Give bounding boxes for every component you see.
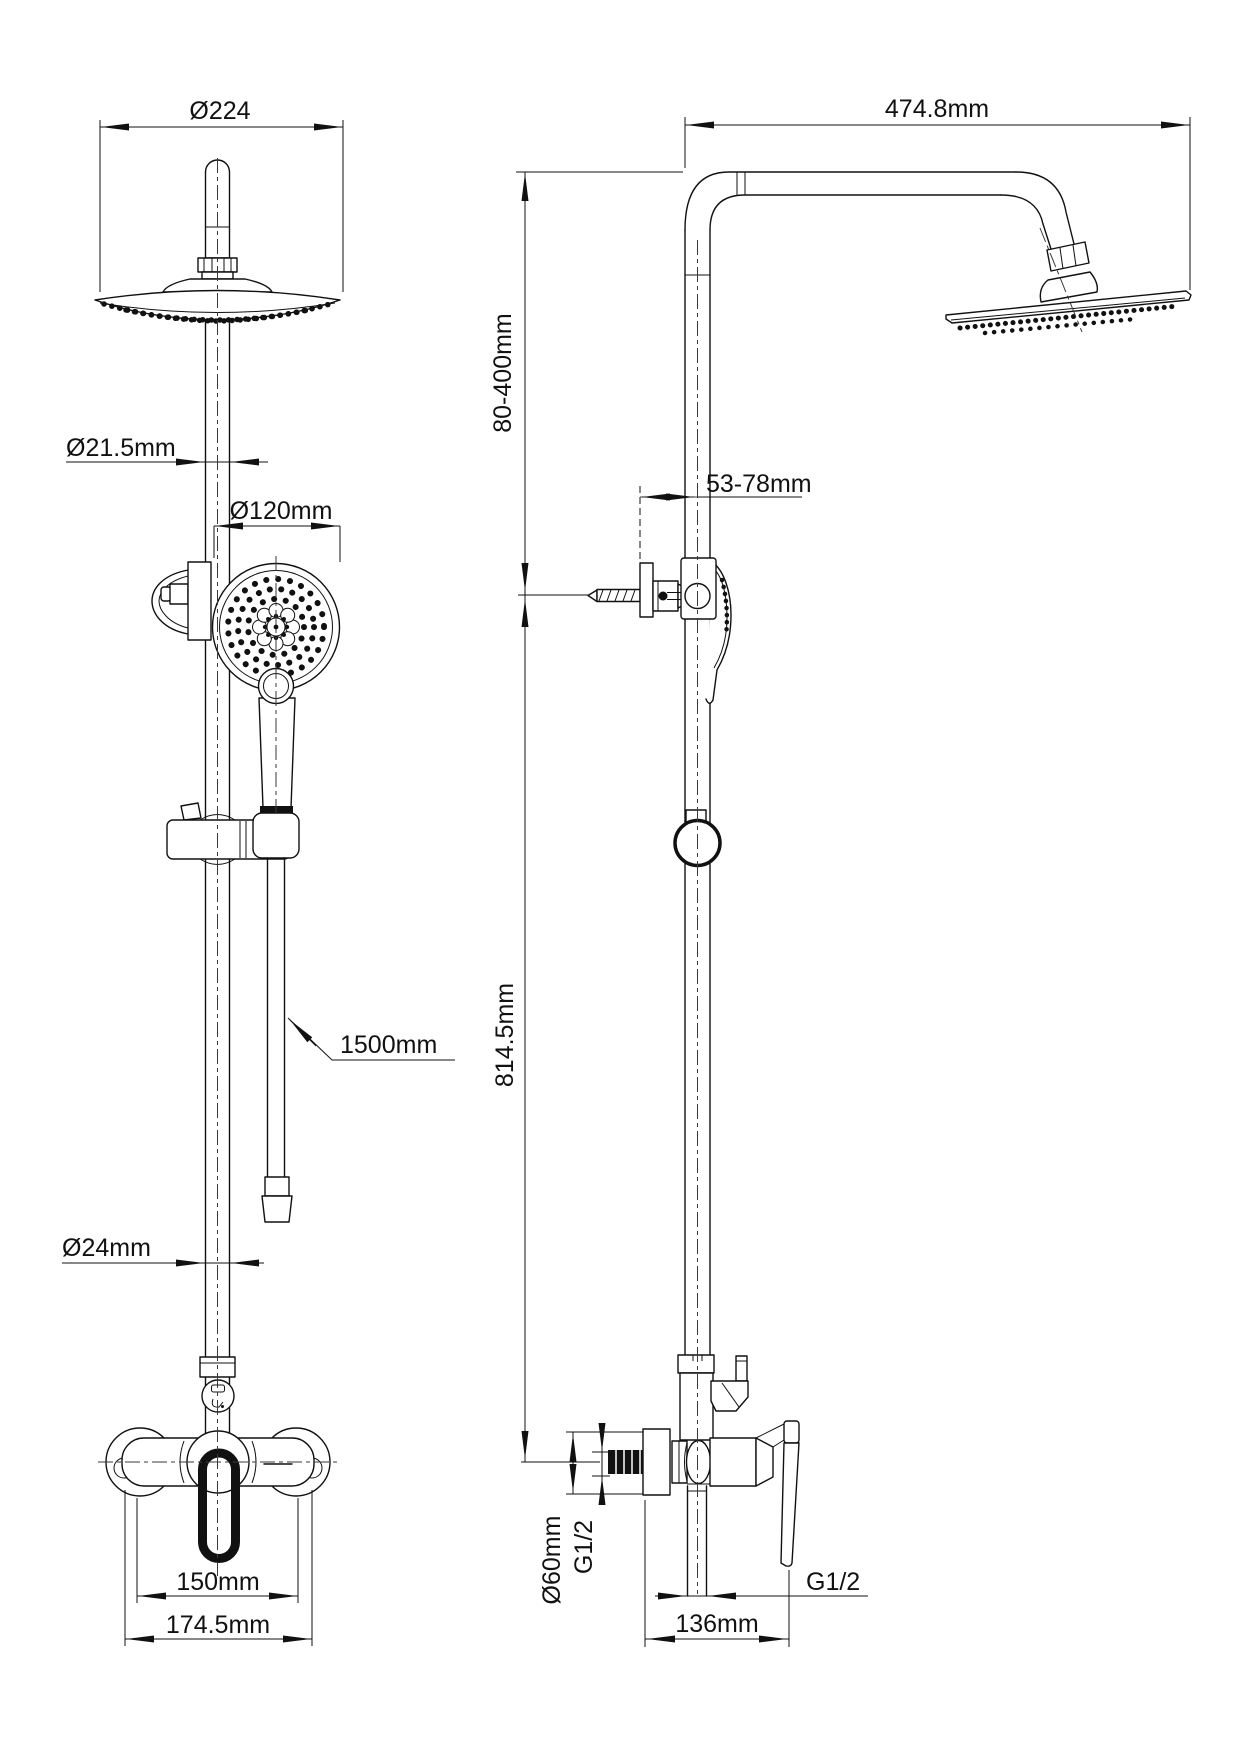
dim-label-wall-thread: G1/2 bbox=[570, 1519, 598, 1575]
dim-arm-reach bbox=[685, 95, 1190, 290]
valve-body-side bbox=[710, 1438, 756, 1486]
wall-thread-nipple bbox=[608, 1450, 643, 1474]
dim-label-rail-diameter: Ø24mm bbox=[62, 1234, 151, 1262]
dim-label-head-diameter: Ø224 bbox=[189, 97, 251, 125]
dim-valve-depth bbox=[645, 1500, 789, 1647]
bracket-wall-plate bbox=[640, 563, 653, 617]
wall-bracket-side bbox=[588, 558, 731, 703]
side-view bbox=[489, 95, 1191, 1647]
lever-blade bbox=[781, 1443, 799, 1566]
dim-label-escutcheon-diameter: Ø60mm bbox=[538, 1515, 566, 1605]
hand-shower-handle bbox=[259, 698, 295, 808]
dim-label-hand-shower-diameter: Ø120mm bbox=[229, 497, 333, 525]
dim-label-hose-length: 1500mm bbox=[340, 1031, 438, 1059]
dim-rail-diameter bbox=[62, 1234, 264, 1263]
dim-label-outlet-thread: G1/2 bbox=[806, 1568, 861, 1596]
shower-rail-side bbox=[685, 172, 1076, 1355]
dim-wall-thread bbox=[570, 1428, 610, 1574]
hose-outlet-nipple bbox=[736, 1356, 747, 1381]
dim-label-rail-height: 814.5mm bbox=[491, 982, 519, 1088]
front-view bbox=[62, 97, 455, 1646]
lever-pivot bbox=[784, 1421, 799, 1443]
dim-hose-length bbox=[288, 1018, 455, 1060]
rail-bracket-front bbox=[152, 562, 211, 640]
dim-hand-shower-diameter bbox=[214, 497, 340, 562]
dim-riser-diameter bbox=[66, 434, 268, 462]
dim-label-arm-reach: 474.8mm bbox=[884, 95, 990, 123]
dim-label-valve-depth: 136mm bbox=[675, 1610, 759, 1638]
dim-wall-offset bbox=[640, 470, 812, 568]
dim-label-port-spacing: 150mm bbox=[176, 1568, 260, 1596]
dim-label-riser-diameter: Ø21.5mm bbox=[66, 434, 176, 462]
mixer-valve-side bbox=[608, 1355, 799, 1596]
shower-hose bbox=[262, 858, 292, 1222]
wall-flange-side bbox=[643, 1429, 670, 1495]
dim-label-body-width: 174.5mm bbox=[165, 1611, 271, 1639]
hose-outlet-elbow bbox=[711, 1381, 748, 1411]
overhead-shower-side bbox=[946, 228, 1191, 333]
dim-height-chain bbox=[489, 172, 683, 1462]
dim-label-wall-offset: 53-78mm bbox=[706, 470, 812, 498]
dim-label-bracket-range: 80-400mm bbox=[489, 313, 517, 433]
